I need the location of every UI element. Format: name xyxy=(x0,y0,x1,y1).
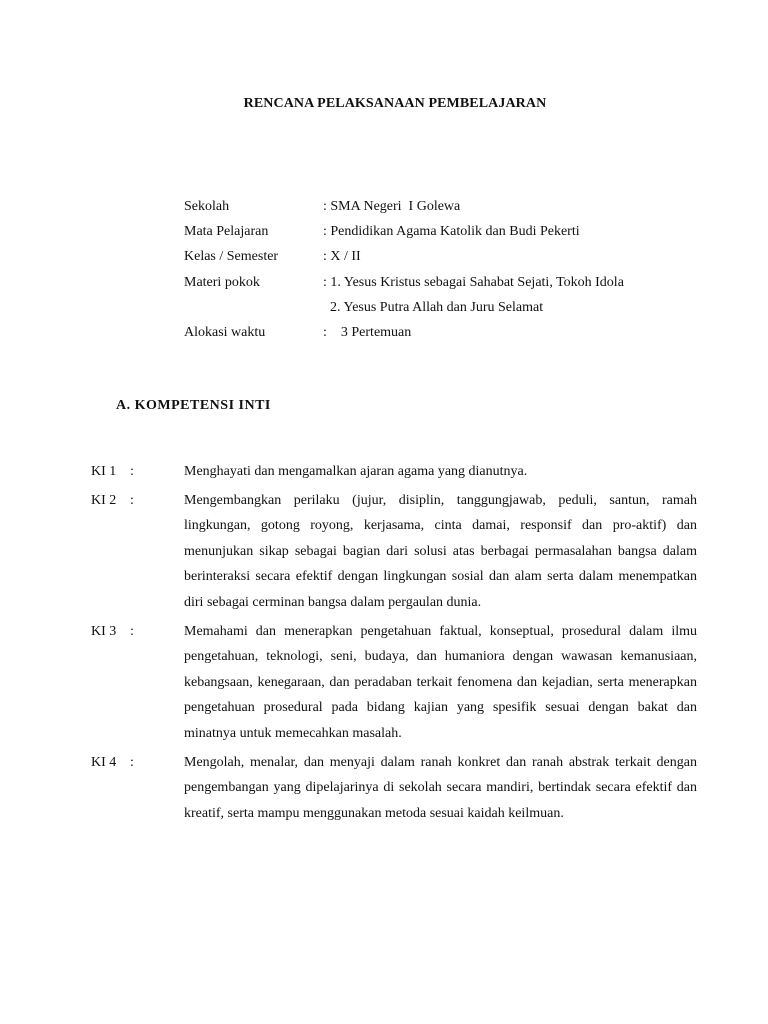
info-table xyxy=(184,197,724,348)
info-label: Materi pokok xyxy=(184,274,260,290)
page-title: RENCANA PELAKSANAAN PEMBELAJARAN xyxy=(243,96,547,111)
section-heading-kompetensi-inti: A. KOMPETENSI INTI xyxy=(116,398,271,413)
info-label: Alokasi waktu xyxy=(184,324,266,340)
ki-text: Memahami dan menerapkan pengetahuan faktual, konseptual, prosedural dalam ilmu pengetahuan, teknologi, seni, budaya, dan humaniora dengan wawasan kemanusiaan, kebangsaan, kenegaraan, dan peradaban terkait fenomena dan kejadian, serta menerapkan pengetahuan prosedural pada bidang kajian yang spesifik sesuai dengan bakat dan minatnya untuk memecahkan masalah. xyxy=(184,623,697,741)
ki-colon: : xyxy=(130,754,134,770)
info-label: Sekolah xyxy=(184,199,230,214)
ki-code: KI 3 xyxy=(91,623,117,639)
info-value: : X / II xyxy=(323,249,361,265)
ki-list xyxy=(91,459,697,829)
ki-colon: : xyxy=(130,623,134,639)
ki-text: Mengolah, menalar, dan menyaji dalam ranah konkret dan ranah abstrak terkait dengan pengembangan yang dipelajarinya di sekolah secara mandiri, bertindak secara efektif dan kreatif, serta mampu menggunakan metoda sesuai kaidah keilmuan. xyxy=(184,754,697,821)
info-value: : Pendidikan Agama Katolik dan Budi Pekerti xyxy=(323,224,580,240)
ki-item-2 xyxy=(91,488,697,616)
ki-item-1 xyxy=(91,459,697,485)
ki-text: Mengembangkan perilaku (jujur, disiplin, tanggungjawab, peduli, santun, ramah lingkungan, gotong royong, kerjasama, cinta damai, responsif dan pro-aktif) dan menunjukan sikap sebagai bagian dari solusi atas berbagai permasalahan bangsa dalam berinteraksi secara efektif dengan lingkungan sosial dan alam serta dalam menempatkan diri sebagai cerminan bangsa dalam pergaulan dunia. xyxy=(184,492,697,610)
info-row-sekolah xyxy=(184,197,724,222)
info-row-alokasi-waktu xyxy=(184,323,724,348)
info-row-mata-pelajaran xyxy=(184,222,724,247)
ki-item-4 xyxy=(91,750,697,827)
info-value: 2. Yesus Putra Allah dan Juru Selamat xyxy=(323,299,544,315)
info-row-materi-pokok xyxy=(184,273,724,298)
ki-colon: : xyxy=(130,464,134,479)
ki-code: KI 2 xyxy=(91,492,117,508)
ki-item-3 xyxy=(91,619,697,747)
info-row-materi-pokok-cont xyxy=(184,298,724,323)
ki-code: KI 4 xyxy=(91,754,117,770)
info-row-kelas-semester xyxy=(184,247,724,272)
info-value: : 3 Pertemuan xyxy=(323,324,412,340)
ki-colon: : xyxy=(130,492,134,508)
info-value: : 1. Yesus Kristus sebagai Sahabat Sejati, Tokoh Idola xyxy=(323,274,624,290)
info-value: : SMA Negeri I Golewa xyxy=(323,199,461,214)
info-label: Kelas / Semester xyxy=(184,249,279,265)
ki-code: KI 1 xyxy=(91,464,117,479)
ki-text: Menghayati dan mengamalkan ajaran agama yang dianutnya. xyxy=(184,464,528,479)
info-label: Mata Pelajaran xyxy=(184,224,269,240)
